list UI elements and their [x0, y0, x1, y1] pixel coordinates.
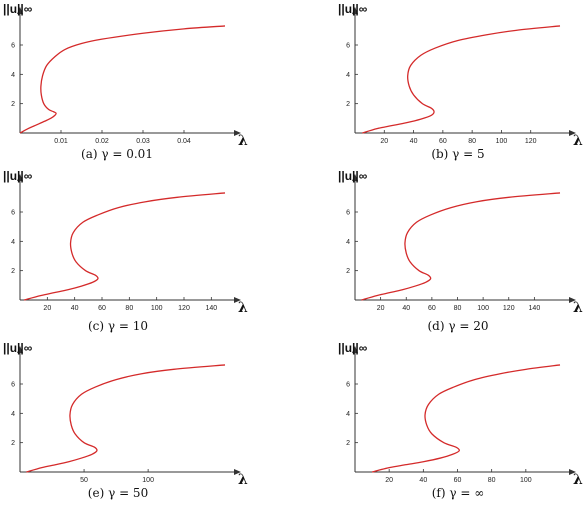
series-line	[24, 193, 225, 300]
x-axis-label: λ	[573, 472, 583, 488]
y-tick-label: 4	[346, 238, 350, 246]
y-tick-label: 2	[346, 101, 350, 109]
x-tick-label: 120	[524, 138, 537, 145]
y-tick-label: 6	[346, 42, 350, 50]
x-axis-label: λ	[238, 133, 248, 149]
panel-6	[338, 341, 583, 500]
series-line	[372, 365, 560, 472]
panel-caption: (d) γ = 20	[427, 319, 489, 333]
y-axis-label: ||u||∞	[3, 341, 33, 355]
y-tick-label: 2	[346, 268, 350, 276]
panel-1	[3, 2, 248, 161]
x-tick-label: 80	[125, 305, 134, 312]
x-tick-label: 0.04	[177, 138, 191, 145]
y-tick-label: 2	[11, 440, 15, 448]
x-tick-label: 100	[142, 477, 154, 484]
x-tick-label: 100	[477, 305, 489, 312]
x-tick-label: 60	[453, 477, 462, 484]
panel-caption: (c) γ = 10	[87, 319, 149, 333]
series-line	[26, 365, 225, 472]
panel-4	[338, 169, 583, 333]
y-axis-label: ||u||∞	[338, 169, 368, 183]
x-tick-label: 40	[402, 305, 411, 312]
x-axis-label: λ	[238, 300, 248, 316]
x-tick-label: 50	[80, 477, 88, 484]
x-tick-label: 60	[427, 305, 436, 312]
y-tick-label: 2	[346, 440, 350, 448]
x-axis-label: λ	[573, 300, 583, 316]
y-tick-label: 2	[11, 268, 15, 276]
x-tick-label: 0.03	[136, 138, 150, 145]
y-tick-label: 2	[11, 101, 15, 109]
x-tick-label: 80	[468, 138, 477, 145]
x-tick-label: 60	[98, 305, 106, 312]
panel-caption: (e) γ = 50	[87, 486, 149, 500]
x-tick-label: 40	[409, 138, 418, 145]
x-tick-label: 120	[178, 305, 190, 312]
x-axis-label: λ	[238, 472, 248, 488]
x-tick-label: 20	[376, 305, 385, 312]
x-axis-label: λ	[573, 133, 583, 149]
y-axis-label: ||u||∞	[3, 2, 33, 16]
x-tick-label: 80	[487, 477, 496, 484]
x-tick-label: 140	[528, 305, 541, 312]
x-tick-label: 40	[419, 477, 428, 484]
y-tick-label: 4	[11, 238, 15, 246]
y-axis-label: ||u||∞	[3, 169, 33, 183]
y-tick-label: 6	[11, 381, 15, 389]
series-line	[361, 193, 560, 300]
panel-2	[338, 2, 583, 161]
x-tick-label: 100	[495, 138, 508, 145]
x-tick-label: 100	[150, 305, 163, 312]
y-tick-label: 4	[346, 410, 350, 418]
x-tick-label: 140	[205, 305, 218, 312]
x-tick-label: 0.01	[54, 138, 68, 145]
y-tick-label: 4	[346, 71, 350, 79]
x-tick-label: 120	[502, 305, 515, 312]
x-tick-label: 60	[438, 138, 447, 145]
x-tick-label: 20	[385, 477, 394, 484]
y-tick-label: 6	[346, 209, 350, 217]
panel-caption: (f) γ = ∞	[431, 486, 485, 500]
x-tick-label: 40	[70, 305, 79, 312]
series-line	[20, 26, 225, 133]
panel-5	[3, 341, 248, 500]
x-tick-label: 0.02	[95, 138, 109, 145]
y-axis-label: ||u||∞	[338, 341, 368, 355]
x-tick-label: 20	[43, 305, 52, 312]
y-tick-label: 6	[346, 381, 350, 389]
y-tick-label: 4	[11, 71, 15, 79]
x-tick-label: 80	[453, 305, 462, 312]
y-tick-label: 6	[11, 209, 15, 217]
panel-caption: (b) γ = 5	[431, 147, 485, 161]
panel-3	[3, 169, 248, 333]
y-tick-label: 6	[11, 42, 15, 50]
panel-caption: (a) γ = 0.01	[81, 147, 153, 161]
y-axis-label: ||u||∞	[338, 2, 368, 16]
series-line	[362, 26, 560, 133]
y-tick-label: 4	[11, 410, 15, 418]
x-tick-label: 100	[519, 477, 532, 484]
x-tick-label: 20	[380, 138, 389, 145]
